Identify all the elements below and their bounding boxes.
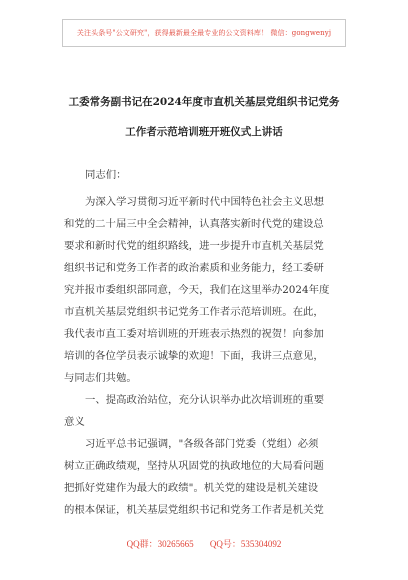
footer-qq-number: QQ号：535304092 [209, 539, 282, 549]
body-line: 要求和新时代党的组织路线，进一步提升市直机关基层党 [64, 240, 324, 252]
body-line: 习近平总书记强调，"各级各部门党委（党组）必须 [85, 438, 319, 450]
doc-title-line-2: 工作者示范培训班开班仪式上讲话 [125, 126, 283, 138]
body-line: 与同志们共勉。 [64, 372, 137, 384]
body-line: 为深入学习贯彻习近平新时代中国特色社会主义思想 [85, 196, 324, 208]
section-heading-cont: 意义 [64, 416, 85, 428]
body-line: 究并报市委组织部同意，今天，我们在这里举办2024年度 [64, 284, 330, 296]
footer-qq-group: QQ群：30265665 [126, 539, 194, 549]
body-line: 树立正确政绩观，坚持从巩固党的执政地位的大局看问题 [64, 460, 324, 472]
body-line: 市直机关基层党组织书记党务工作者示范培训班。在此， [64, 306, 324, 318]
header-text: 关注头条号"公文研究"，获得最新最全最专业的公文资料库！ 微信：gongwenyj [76, 29, 332, 37]
salutation: 同志们： [85, 169, 127, 181]
doc-title-line-1: 工委常务副书记在2024年度市直机关基层党组织书记党务 [68, 96, 340, 108]
body-line: 把抓好党建作为最大的政绩"。机关党的建设是机关建设 [64, 482, 319, 494]
body-line: 培训的各位学员表示诚挚的欢迎！下面，我讲三点意见， [64, 350, 324, 362]
body-line: 的根本保证，机关基层党组织书记和党务工作者是机关党 [64, 504, 324, 516]
body-line: 和党的二十届三中全会精神，认真落实新时代党的建设总 [64, 218, 324, 230]
body-line: 我代表市直工委对培训班的开班表示热烈的祝贺！向参加 [64, 328, 324, 340]
header-banner [62, 19, 346, 47]
section-heading: 一、提高政治站位，充分认识举办此次培训班的重要 [85, 394, 324, 406]
footer [0, 537, 408, 550]
body-line: 组织书记和党务工作者的政治素质和业务能力，经工委研 [64, 262, 324, 274]
